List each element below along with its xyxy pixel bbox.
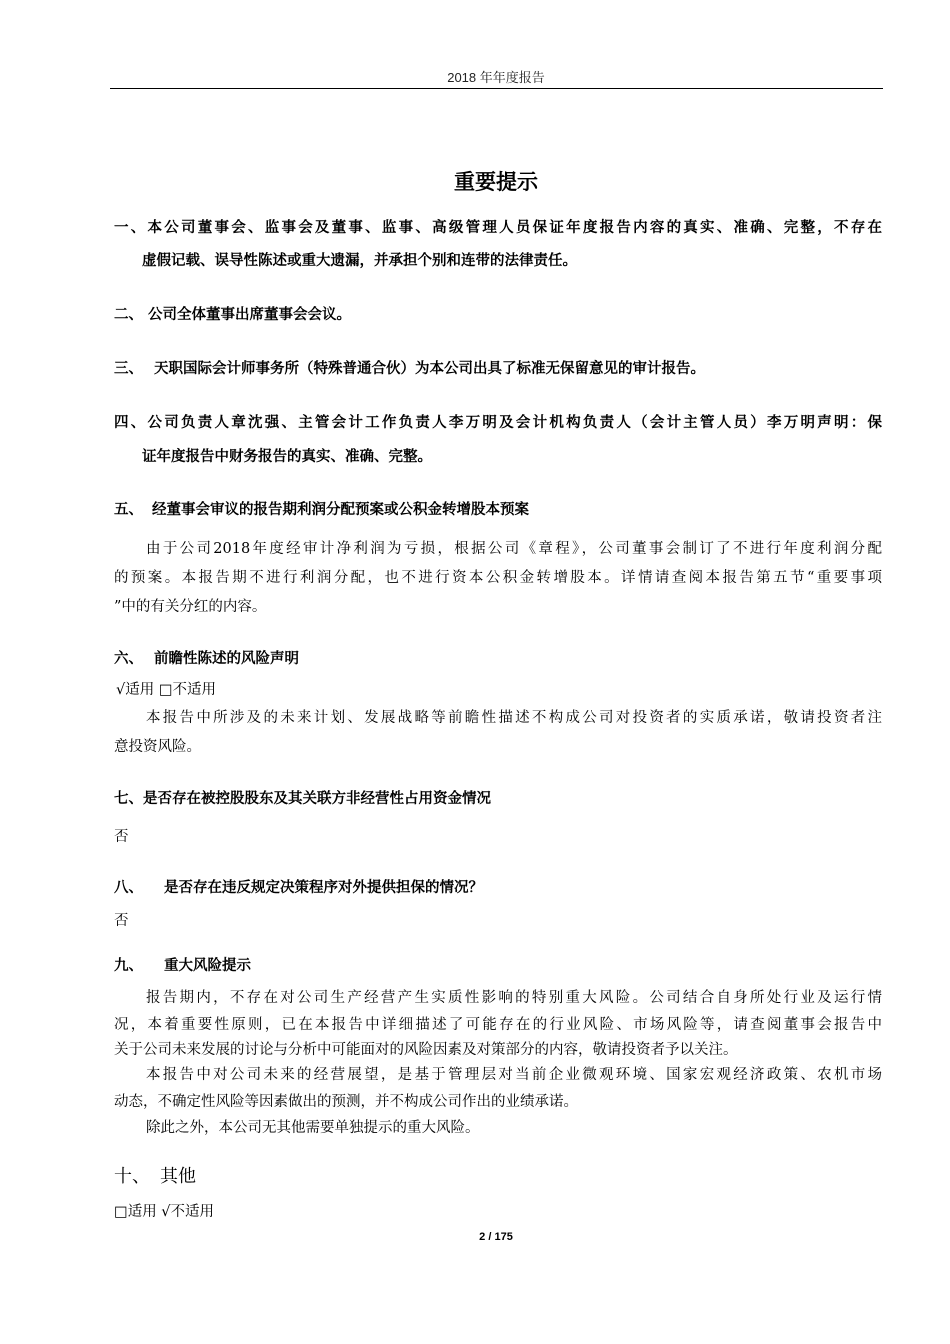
section-9-number: 九、 (114, 958, 143, 974)
section-9-paragraph-2-line-1: 本报告中对公司未来的经营展望，是基于管理层对当前企业微观环境、国家宏观经济政策、农机市场 (146, 1067, 882, 1083)
section-2: 二、 公司全体董事出席董事会会议。 (114, 307, 352, 323)
section-5-paragraph-line-1: 由于公司2018年度经审计净利润为亏损，根据公司《章程》，公司董事会制订了不进行年度利润分配 (146, 541, 882, 557)
page-number: 2 / 175 (479, 1231, 513, 1243)
section-9-paragraph-1-line-1: 报告期内，不存在对公司生产经营产生实质性影响的特别重大风险。公司结合自身所处行业及运行情 (146, 990, 882, 1006)
section-9-paragraph-1-line-2: 况，本着重要性原则，已在本报告中详细描述了可能存在的行业风险、市场风险等，请查阅董事会报告中 (114, 1017, 882, 1033)
section-9-paragraph-2-line-2: 动态，不确定性风险等因素做出的预测，并不构成公司作出的业绩承诺。 (114, 1094, 578, 1110)
section-6-paragraph-line-1: 本报告中所涉及的未来计划、发展战略等前瞻性描述不构成公司对投资者的实质承诺，敬请投资者注 (146, 710, 882, 726)
page-title: 重要提示 (454, 170, 538, 194)
section-5-title: 经董事会审议的报告期利润分配预案或公积金转增股本预案 (152, 502, 529, 518)
section-6-number: 六、 (114, 651, 143, 667)
section-4-line-2: 证年度报告中财务报告的真实、准确、完整。 (142, 449, 432, 465)
section-3-number: 三、 (114, 361, 143, 377)
section-3-text: 天职国际会计师事务所（特殊普通合伙）为本公司出具了标准无保留意见的审计报告。 (154, 361, 705, 377)
section-6-title: 前瞻性陈述的风险声明 (154, 651, 299, 667)
section-9-paragraph-3: 除此之外，本公司无其他需要单独提示的重大风险。 (146, 1120, 480, 1136)
section-5-paragraph-line-2: 的预案。本报告期不进行利润分配，也不进行资本公积金转增股本。详情请查阅本报告第五节“重要事项 (114, 570, 882, 586)
section-9-title: 重大风险提示 (164, 958, 251, 974)
section-4-line-1: 四、公司负责人章沈强、主管会计工作负责人李万明及会计机构负责人（会计主管人员）李万明声明：保 (114, 415, 882, 431)
section-8-answer: 否 (114, 913, 129, 929)
section-8-number: 八、 (114, 880, 143, 896)
section-9-paragraph-1-line-3: 关于公司未来发展的讨论与分析中可能面对的风险因素及对策部分的内容，敬请投资者予以关注。 (114, 1042, 738, 1058)
section-10-title: 其他 (160, 1166, 196, 1187)
section-5-number: 五、 (114, 502, 143, 518)
section-10-applicability: □适用 √不适用 (114, 1204, 215, 1220)
section-7-answer: 否 (114, 829, 129, 845)
section-10-number: 十、 (114, 1166, 150, 1187)
section-6-applicability: √适用 □不适用 (116, 682, 217, 698)
header-divider (110, 88, 883, 89)
section-1-line-1: 一、本公司董事会、监事会及董事、监事、高级管理人员保证年度报告内容的真实、准确、完整，不存在 (114, 220, 882, 236)
running-header: 2018 年年度报告 (447, 70, 545, 85)
section-5-paragraph-line-3: ”中的有关分红的内容。 (114, 599, 267, 615)
section-8-title: 是否存在违反规定决策程序对外提供担保的情况？ (164, 880, 483, 896)
section-6-paragraph-line-2: 意投资风险。 (114, 739, 201, 755)
section-1-line-2: 虚假记载、误导性陈述或重大遗漏，并承担个别和连带的法律责任。 (142, 253, 577, 269)
section-7-title: 七、是否存在被控股股东及其关联方非经营性占用资金情况 (114, 791, 491, 807)
